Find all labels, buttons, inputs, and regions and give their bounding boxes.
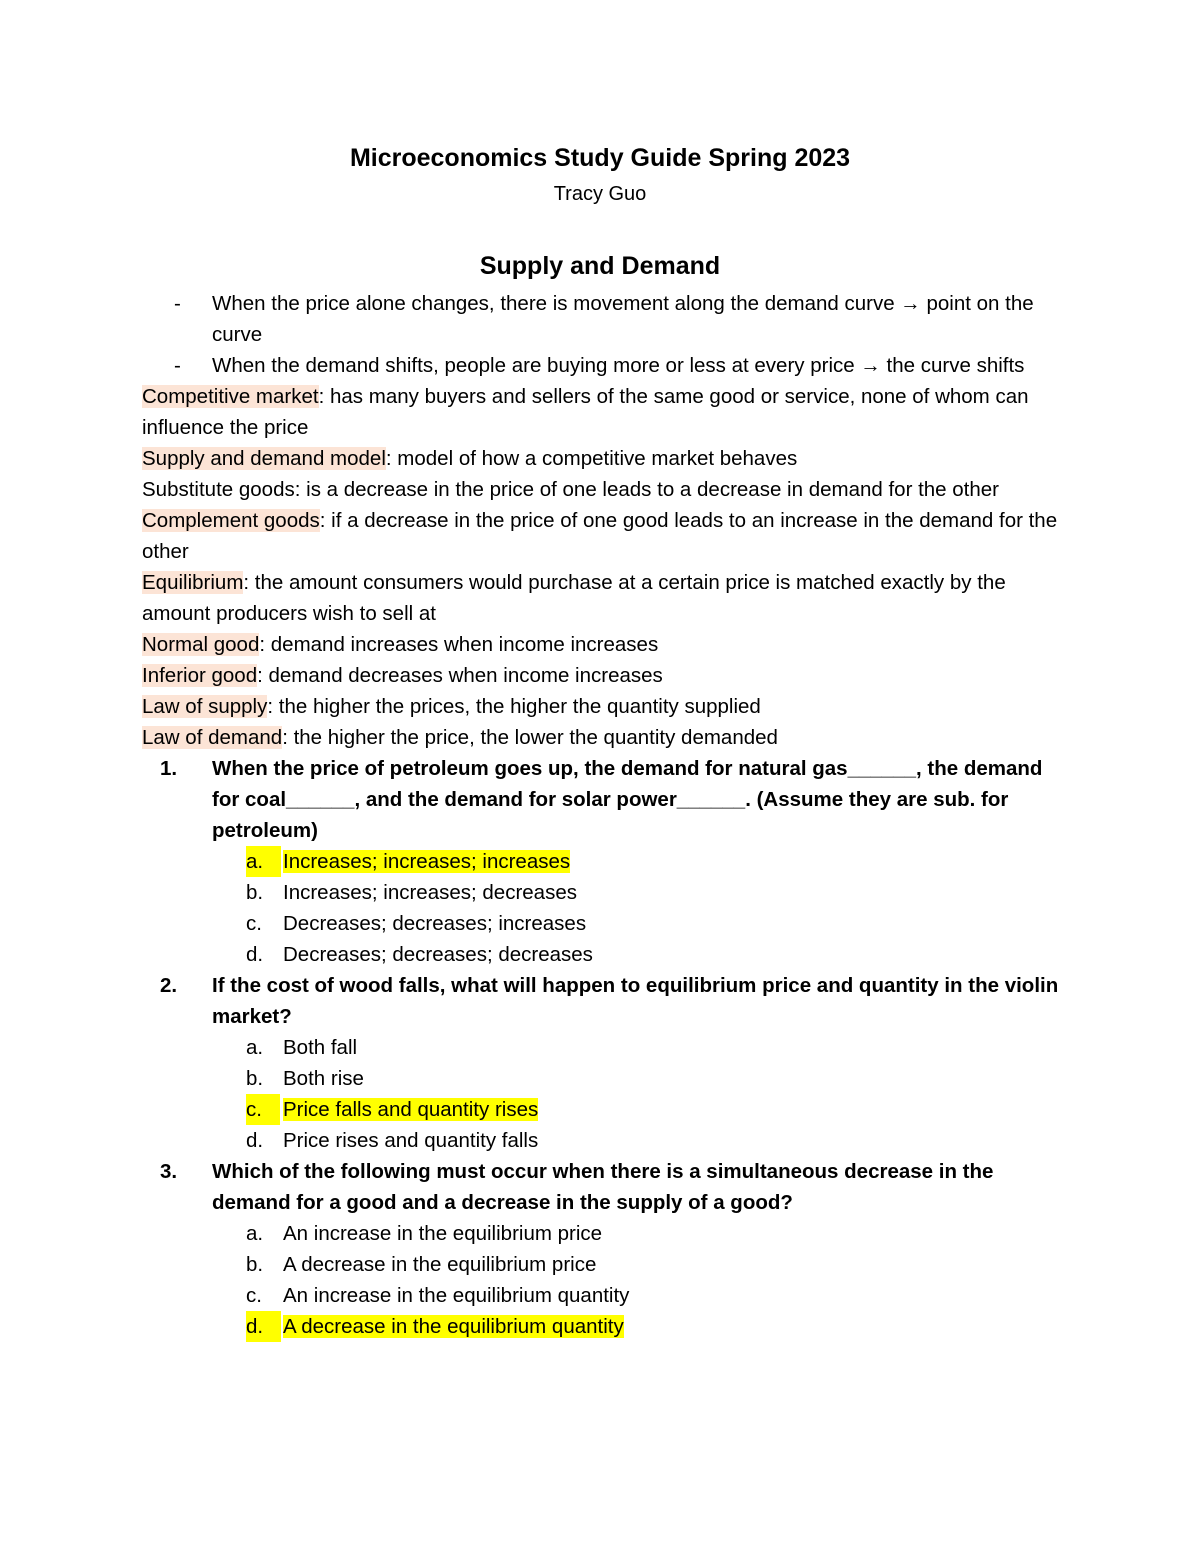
bullet-dash: - xyxy=(174,292,181,315)
question-item xyxy=(142,1156,1072,1218)
question-number: 2. xyxy=(160,974,178,997)
document-body xyxy=(142,288,1072,1342)
question-text: When the price of petroleum goes up, the demand for natural gas______, the demand for coal______, and the demand for solar power______. (Assume they are sub. for petroleum) xyxy=(212,757,1043,842)
definition-text: the amount consumers would purchase at a certain price is matched exactly by the amount producers wish to sell at xyxy=(142,571,1006,625)
option-text: A decrease in the equilibrium quantity xyxy=(283,1315,624,1338)
definition-item xyxy=(142,381,1072,443)
definition-separator: : xyxy=(267,695,274,718)
answer-option-selected xyxy=(142,1311,1072,1342)
definition-term: Competitive market xyxy=(142,385,319,408)
definition-item xyxy=(142,443,1072,474)
question-list xyxy=(142,753,1072,1342)
definition-list xyxy=(142,381,1072,753)
section-title: Supply and Demand xyxy=(479,252,721,280)
definition-text: if a decrease in the price of one good leads to an increase in the demand for the other xyxy=(142,509,1058,563)
bullet-text: When the demand shifts, people are buying more or less at every price → the curve shifts xyxy=(212,354,1025,377)
bullet-item xyxy=(142,350,1072,381)
question-number: 3. xyxy=(160,1160,178,1183)
option-letter: d. xyxy=(246,1311,281,1342)
answer-option-selected xyxy=(142,846,1072,877)
definition-term: Equilibrium xyxy=(142,571,244,594)
option-letter: a. xyxy=(246,1222,264,1245)
definition-item xyxy=(142,629,1072,660)
option-text: Price rises and quantity falls xyxy=(283,1129,539,1152)
definition-term: Complement goods xyxy=(142,509,320,532)
option-letter: c. xyxy=(246,1094,280,1125)
option-text: Both fall xyxy=(283,1036,358,1059)
definition-text: model of how a competitive market behaves xyxy=(391,447,798,470)
option-text: Increases; increases; decreases xyxy=(283,881,577,904)
question-text: If the cost of wood falls, what will happen to equilibrium price and quantity in the violin market? xyxy=(212,974,1059,1028)
option-letter: b. xyxy=(246,881,264,904)
answer-option-selected xyxy=(142,1094,1072,1125)
definition-item xyxy=(142,505,1072,567)
bullet-item xyxy=(142,288,1072,350)
document-title: Microeconomics Study Guide Spring 2023 xyxy=(349,144,851,172)
answer-option xyxy=(142,1218,1072,1249)
definition-item xyxy=(142,474,1072,505)
definition-text: demand decreases when income increases xyxy=(262,664,663,687)
answer-option xyxy=(142,1063,1072,1094)
definition-text: is a decrease in the price of one leads to a decrease in demand for the other xyxy=(300,478,1000,501)
option-text: An increase in the equilibrium quantity xyxy=(283,1284,630,1307)
definition-term: Supply and demand model xyxy=(142,447,386,470)
bullet-list xyxy=(142,288,1072,381)
definition-separator: : xyxy=(294,478,301,501)
definition-separator: : xyxy=(257,664,263,687)
definition-text: the higher the prices, the higher the quantity supplied xyxy=(273,695,761,718)
document-author: Tracy Guo xyxy=(553,183,647,205)
option-letter: c. xyxy=(246,912,262,935)
option-letter: a. xyxy=(246,846,281,877)
definition-item xyxy=(142,722,1072,753)
definition-separator: : xyxy=(385,447,392,470)
answer-option xyxy=(142,908,1072,939)
option-letter: b. xyxy=(246,1253,264,1276)
definition-text: demand increases when income increases xyxy=(265,633,659,656)
answer-option xyxy=(142,1249,1072,1280)
definition-separator: : xyxy=(259,633,266,656)
option-text: Decreases; decreases; decreases xyxy=(283,943,593,966)
option-letter: a. xyxy=(246,1036,264,1059)
answer-option xyxy=(142,1125,1072,1156)
definition-term: Law of supply xyxy=(142,695,268,718)
option-letter: c. xyxy=(246,1284,262,1307)
answer-option xyxy=(142,877,1072,908)
definition-term: Law of demand xyxy=(142,726,283,749)
definition-separator: : xyxy=(318,385,325,408)
question-text: Which of the following must occur when there is a simultaneous decrease in the demand for a good and a decrease in the supply of a good? xyxy=(212,1160,994,1214)
definition-separator: : xyxy=(243,571,250,594)
answer-option xyxy=(142,1280,1072,1311)
definition-item xyxy=(142,691,1072,722)
definition-separator: : xyxy=(319,509,326,532)
option-text: Decreases; decreases; increases xyxy=(283,912,587,935)
definition-term: Normal good xyxy=(142,633,260,656)
bullet-dash: - xyxy=(174,354,181,377)
question-item xyxy=(142,970,1072,1032)
answer-option xyxy=(142,1032,1072,1063)
option-letter: b. xyxy=(246,1067,264,1090)
definition-item xyxy=(142,660,1072,691)
bullet-text: When the price alone changes, there is movement along the demand curve → point on the curve xyxy=(212,292,1034,346)
option-letter: d. xyxy=(246,1129,264,1152)
option-text: A decrease in the equilibrium price xyxy=(283,1253,597,1276)
option-text: Increases; increases; increases xyxy=(283,850,571,873)
option-text: Price falls and quantity rises xyxy=(283,1098,539,1121)
question-number: 1. xyxy=(160,757,178,780)
definition-item xyxy=(142,567,1072,629)
option-text: Both rise xyxy=(283,1067,364,1090)
option-text: An increase in the equilibrium price xyxy=(283,1222,603,1245)
definition-separator: : xyxy=(282,726,288,749)
answer-option xyxy=(142,939,1072,970)
option-letter: d. xyxy=(246,943,264,966)
definition-term: Inferior good xyxy=(142,664,258,687)
definition-term: Substitute goods xyxy=(142,478,295,501)
definition-text: has many buyers and sellers of the same good or service, none of whom can influence the price xyxy=(142,385,1029,439)
definition-text: the higher the price, the lower the quantity demanded xyxy=(287,726,778,749)
question-item xyxy=(142,753,1072,846)
